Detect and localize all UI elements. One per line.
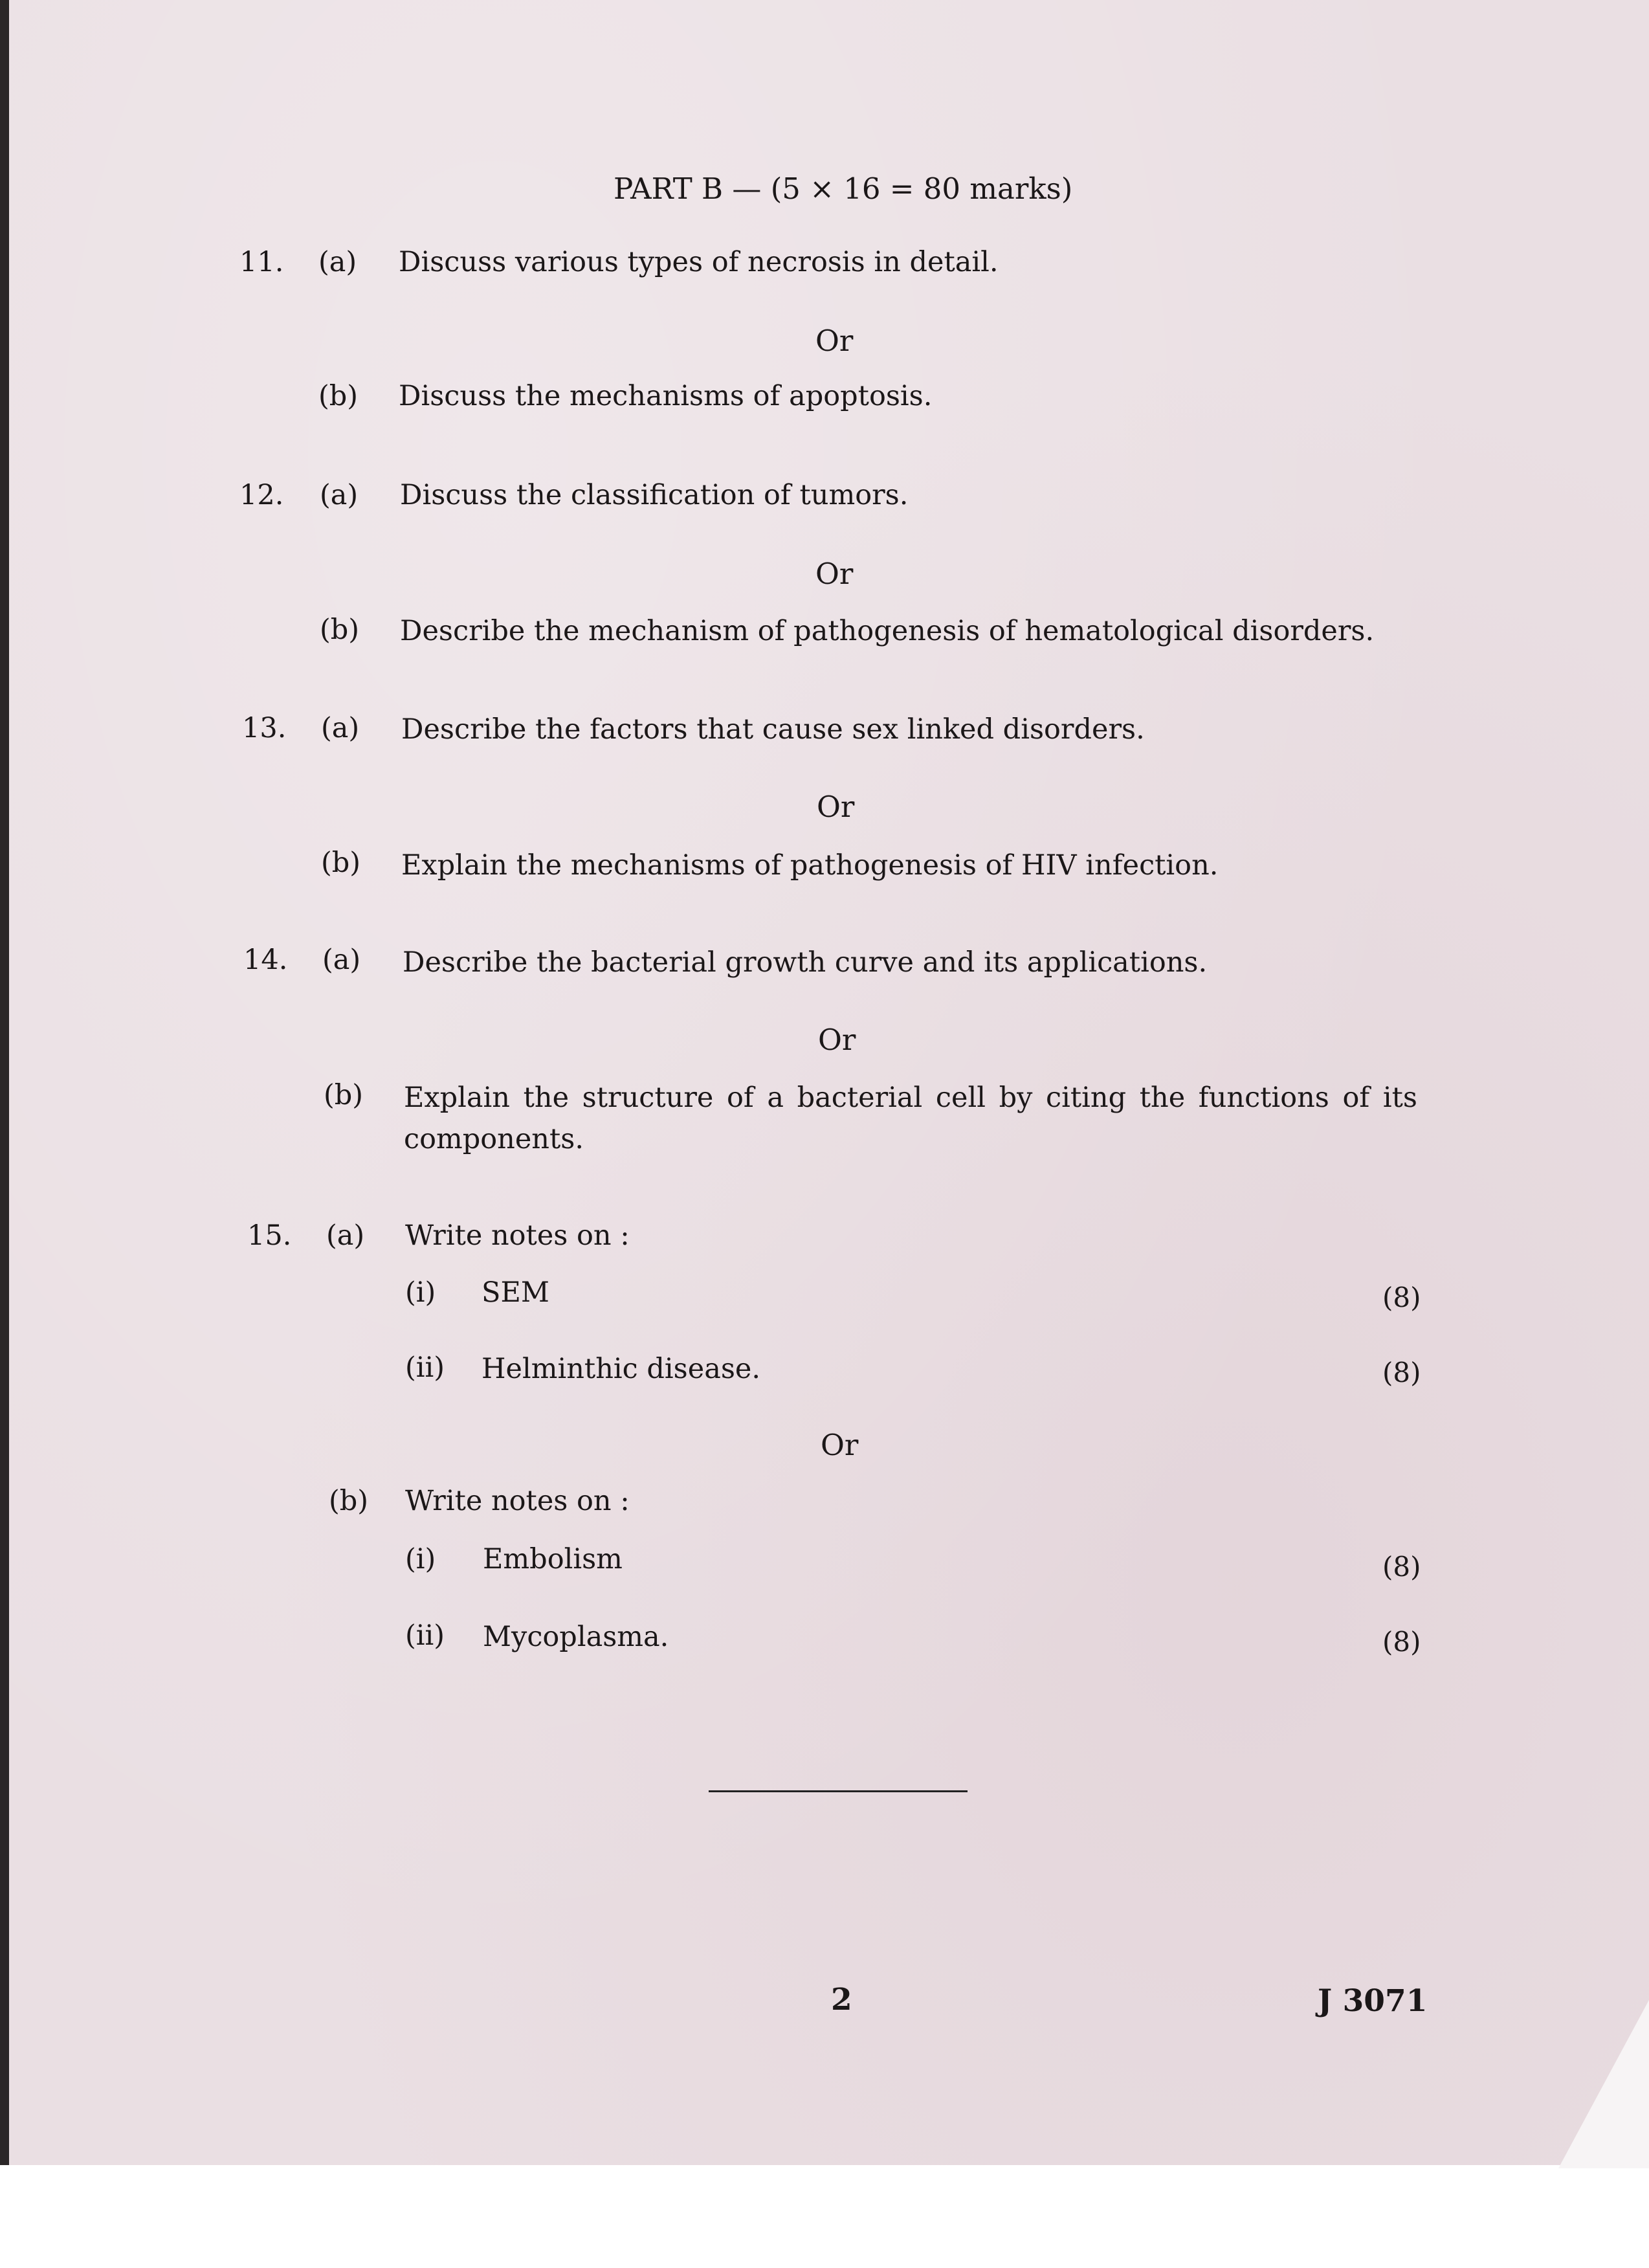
q12a-label: (a) (320, 479, 359, 511)
q15b-ii-text: Mycoplasma. (483, 1621, 669, 1653)
q15a-ii-text: Helminthic disease. (481, 1353, 761, 1385)
q15a-label: (a) (326, 1219, 365, 1252)
folded-corner (1558, 2000, 1649, 2168)
q15b-ii-label: (ii) (405, 1619, 445, 1652)
q15b-i-text: Embolism (483, 1543, 623, 1575)
q13-number: 13. (242, 712, 287, 744)
q15b-label: (b) (329, 1485, 369, 1517)
q12b-label: (b) (320, 614, 360, 646)
q15a-text: Write notes on : (405, 1219, 630, 1252)
q13a-text: Describe the factors that cause sex linked disorders. (401, 713, 1145, 746)
part-header: PART B — (5 × 16 = 80 marks) (614, 172, 1073, 206)
q12-number: 12. (239, 479, 284, 511)
q14a-label: (a) (322, 944, 361, 976)
q13b-label: (b) (321, 847, 361, 879)
q15b-i-marks: (8) (1382, 1551, 1421, 1583)
q15a-ii-marks: (8) (1382, 1357, 1421, 1388)
q15a-i-label: (i) (405, 1276, 436, 1309)
page-number: 2 (831, 1982, 852, 2018)
scan-margin-bottom (0, 2165, 1649, 2268)
paper-code: J 3071 (1318, 1983, 1428, 2019)
end-rule (709, 1790, 968, 1792)
q12b-text: Describe the mechanism of pathogenesis of hematological disorders. (400, 615, 1375, 647)
q15b-i-label: (i) (405, 1543, 436, 1575)
q13-or: Or (817, 790, 855, 824)
q13a-label: (a) (321, 712, 360, 744)
q15-or: Or (821, 1428, 859, 1462)
q11b-text: Discuss the mechanisms of apoptosis. (399, 380, 933, 412)
q14b-label: (b) (324, 1079, 364, 1111)
q14-number: 14. (243, 944, 288, 976)
q11a-label: (a) (318, 246, 357, 278)
q15a-i-text: SEM (481, 1276, 549, 1309)
q13b-text: Explain the mechanisms of pathogenesis of HIV infection. (401, 849, 1219, 882)
q12a-text: Discuss the classification of tumors. (400, 479, 909, 511)
q11b-label: (b) (318, 380, 359, 412)
q15b-text: Write notes on : (405, 1485, 630, 1517)
q15b-ii-marks: (8) (1382, 1626, 1421, 1658)
q14-or: Or (818, 1023, 856, 1057)
q11-or: Or (815, 324, 854, 358)
q15-number: 15. (247, 1219, 292, 1252)
q11-number: 11. (239, 246, 284, 278)
scan-edge-left (0, 0, 9, 2268)
q15a-ii-label: (ii) (405, 1351, 445, 1384)
q15a-i-marks: (8) (1382, 1282, 1421, 1313)
q12-or: Or (815, 557, 854, 591)
q14a-text: Describe the bacterial growth curve and its applications. (403, 946, 1208, 979)
q11a-text: Discuss various types of necrosis in detail. (399, 246, 999, 278)
q14b-text: Explain the structure of a bacterial cell by citing the functions of its components. (404, 1082, 1417, 1155)
